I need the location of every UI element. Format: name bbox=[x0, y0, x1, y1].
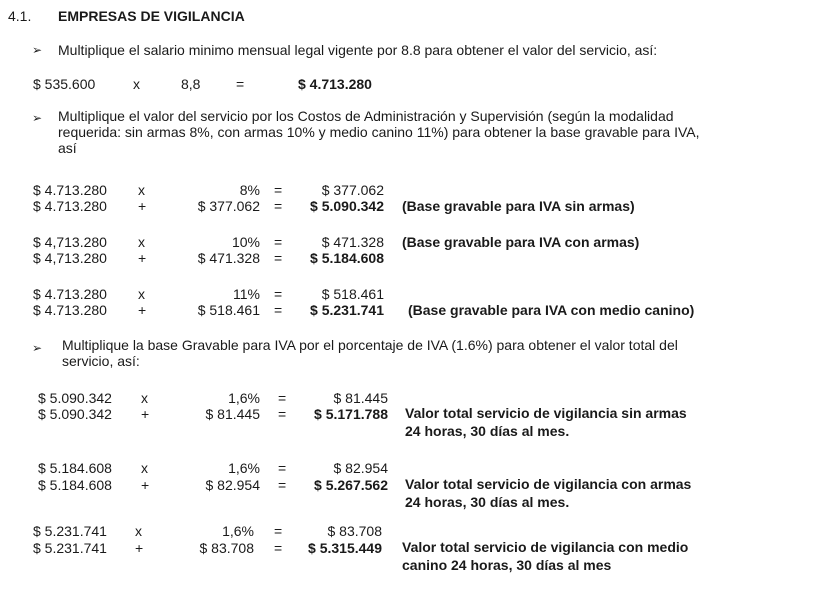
calc-operator: x bbox=[138, 182, 145, 198]
calc-result: $ 5.267.562 bbox=[314, 477, 388, 493]
bullet-arrow-icon: ➢ bbox=[32, 341, 43, 355]
calc-equals: = bbox=[274, 302, 283, 318]
calc-equals: = bbox=[274, 286, 283, 302]
calc-factor: $ 377.062 bbox=[197, 198, 260, 214]
calc-factor: 10% bbox=[231, 234, 260, 250]
calc-result: $ 82.954 bbox=[333, 460, 388, 476]
calc-factor: 8% bbox=[239, 182, 260, 198]
step2-text-line2: requerida: sin armas 8%, con armas 10% y medio canino 11%) para obtener la base gravable para IVA, bbox=[58, 124, 700, 140]
step1-text: Multiplique el salario minimo mensual legal vigente por 8.8 para obtener el valor del servicio, así: bbox=[58, 42, 658, 58]
calc-note-line1: Valor total servicio de vigilancia con armas bbox=[405, 476, 692, 492]
step1-operator: x bbox=[133, 76, 140, 92]
section-number: 4.1. bbox=[8, 8, 32, 24]
calc-factor: $ 81.445 bbox=[205, 406, 260, 422]
calc-note-line2: 24 horas, 30 días al mes. bbox=[405, 423, 570, 439]
calc-result: $ 83.708 bbox=[327, 523, 382, 539]
calc-factor: 1,6% bbox=[228, 460, 260, 476]
calc-operand: $ 5.090.342 bbox=[38, 406, 112, 422]
calc-operand: $ 5.184.608 bbox=[38, 477, 112, 493]
calc-operand: $ 5.231.741 bbox=[33, 540, 107, 556]
calc-operator: x bbox=[138, 234, 145, 250]
step3-text-line2: servicio, así: bbox=[62, 353, 140, 369]
calc-equals: = bbox=[274, 182, 283, 198]
calc-operand: $ 4,713.280 bbox=[33, 250, 107, 266]
calc-equals: = bbox=[274, 540, 283, 556]
step2-text-line3: así bbox=[58, 140, 77, 156]
calc-note-line1: Valor total servicio de vigilancia sin armas bbox=[405, 405, 687, 421]
calc-equals: = bbox=[278, 460, 287, 476]
calc-result: $ 5.231.741 bbox=[310, 302, 384, 318]
step1-result: $ 4.713.280 bbox=[298, 76, 372, 92]
calc-result: $ 81.445 bbox=[333, 390, 388, 406]
calc-factor: 1,6% bbox=[228, 390, 260, 406]
calc-note-line2: 24 horas, 30 días al mes. bbox=[405, 494, 570, 510]
calc-operator: x bbox=[141, 390, 148, 406]
calc-result: $ 5.171.788 bbox=[314, 406, 388, 422]
calc-factor: $ 518.461 bbox=[197, 302, 260, 318]
calc-note: (Base gravable para IVA con medio canino) bbox=[408, 302, 695, 318]
calc-operator: x bbox=[138, 286, 145, 302]
step3-text-line1: Multiplique la base Gravable para IVA por el porcentaje de IVA (1.6%) para obtener el valor total del bbox=[62, 337, 678, 353]
calc-result: $ 518.461 bbox=[321, 286, 384, 302]
step2-text-line1: Multiplique el valor del servicio por los Costos de Administración y Supervisión (según la modalidad bbox=[58, 108, 674, 124]
calc-operand: $ 5.090.342 bbox=[38, 390, 112, 406]
calc-equals: = bbox=[278, 390, 287, 406]
calc-operand: $ 5.184.608 bbox=[38, 460, 112, 476]
calc-factor: 11% bbox=[233, 286, 260, 302]
calc-factor: $ 471.328 bbox=[197, 250, 260, 266]
calc-factor: $ 82.954 bbox=[205, 477, 260, 493]
step1-factor: 8,8 bbox=[181, 76, 201, 92]
calc-equals: = bbox=[274, 234, 283, 250]
calc-equals: = bbox=[274, 523, 283, 539]
calc-equals: = bbox=[278, 477, 287, 493]
calc-equals: = bbox=[274, 250, 283, 266]
calc-operand: $ 5.231.741 bbox=[33, 523, 107, 539]
calc-equals: = bbox=[278, 406, 287, 422]
calc-operand: $ 4.713.280 bbox=[33, 182, 107, 198]
section-title: EMPRESAS DE VIGILANCIA bbox=[58, 8, 245, 24]
calc-factor: $ 83.708 bbox=[199, 540, 254, 556]
step1-equals: = bbox=[236, 76, 245, 92]
calc-operator: + bbox=[138, 198, 147, 214]
step1-value-a: $ 535.600 bbox=[33, 76, 96, 92]
calc-operator: x bbox=[135, 523, 142, 539]
calc-note: (Base gravable para IVA con armas) bbox=[402, 234, 640, 250]
calc-result: $ 5.315.449 bbox=[308, 540, 382, 556]
calc-equals: = bbox=[274, 198, 283, 214]
calc-operator: + bbox=[138, 250, 147, 266]
bullet-arrow-icon: ➢ bbox=[32, 43, 43, 57]
calc-note-line2: canino 24 horas, 30 días al mes bbox=[402, 557, 612, 573]
calc-operand: $ 4,713.280 bbox=[33, 234, 107, 250]
calc-factor: 1,6% bbox=[222, 523, 254, 539]
calc-result: $ 471.328 bbox=[321, 234, 384, 250]
calc-operator: + bbox=[135, 540, 144, 556]
calc-note-line1: Valor total servicio de vigilancia con medio bbox=[402, 539, 689, 555]
calc-operand: $ 4.713.280 bbox=[33, 198, 107, 214]
bullet-arrow-icon: ➢ bbox=[32, 111, 43, 125]
calc-operator: + bbox=[138, 302, 147, 318]
calc-result: $ 5.184.608 bbox=[310, 250, 384, 266]
calc-operator: x bbox=[141, 460, 148, 476]
calc-operand: $ 4.713.280 bbox=[33, 302, 107, 318]
calc-operand: $ 4.713.280 bbox=[33, 286, 107, 302]
calc-note: (Base gravable para IVA sin armas) bbox=[402, 198, 635, 214]
calc-result: $ 5.090.342 bbox=[310, 198, 384, 214]
calc-result: $ 377.062 bbox=[321, 182, 384, 198]
calc-operator: + bbox=[141, 477, 150, 493]
calc-operator: + bbox=[141, 406, 150, 422]
